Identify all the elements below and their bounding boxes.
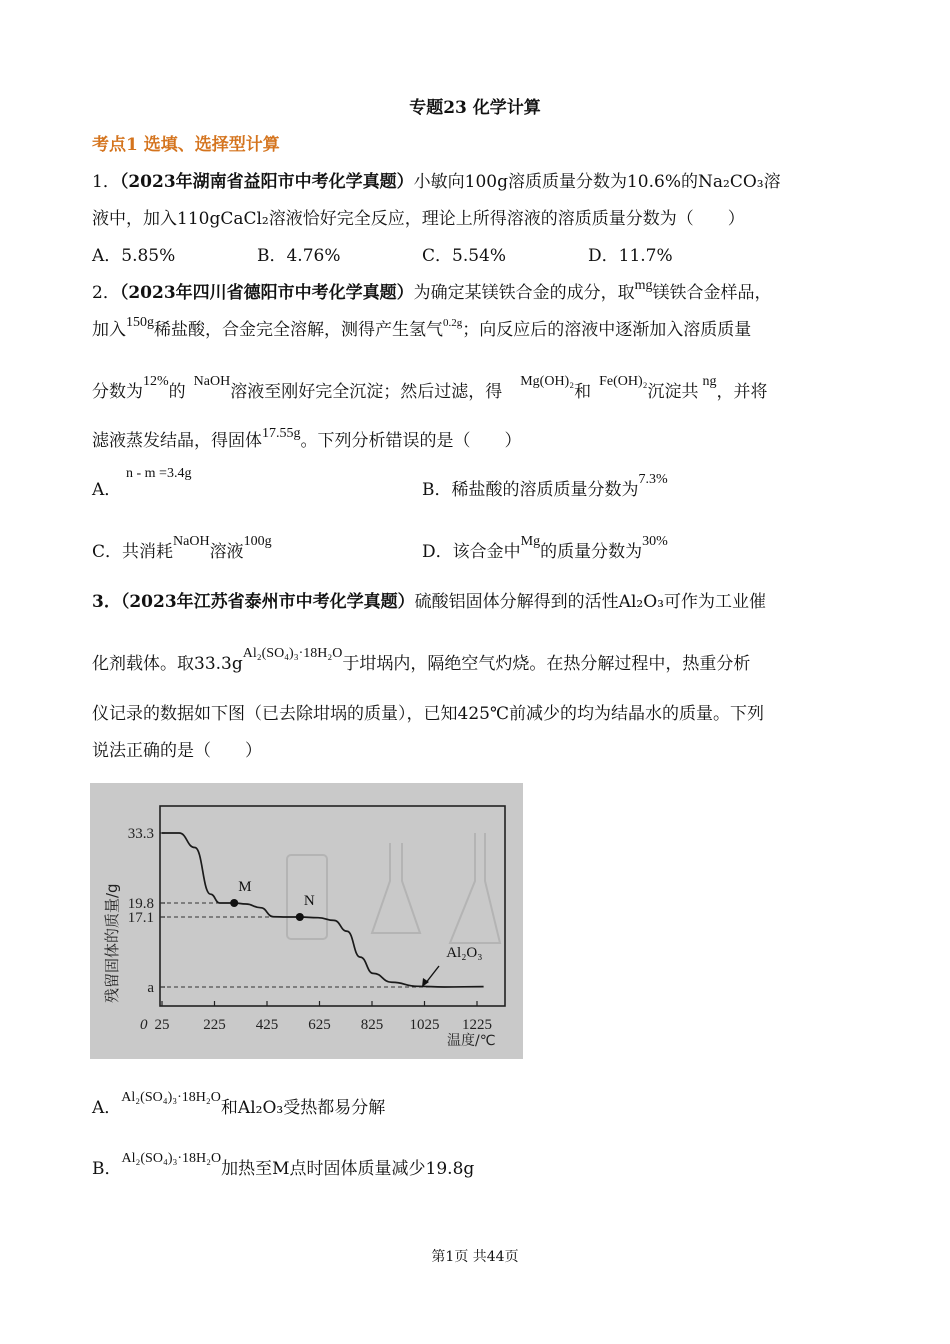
q1-line1	[92, 170, 781, 194]
origin-label: 0	[140, 1017, 148, 1033]
q3-option-a-formula: Al₂(SO₄)₃·18H₂O	[121, 1090, 221, 1105]
x-tick-label: 625	[308, 1017, 331, 1033]
annotation-n: N	[303, 893, 315, 909]
x-tick-label: 25	[154, 1017, 170, 1033]
page-title: 专题23 化学计算	[409, 98, 541, 118]
q2-text: 镁铁合金样品，	[652, 283, 772, 303]
q2-option-b-formula: 7.3%	[638, 472, 668, 487]
q2-option-d-text: 的质量分数为	[540, 542, 643, 562]
q3-line2	[92, 646, 751, 676]
x-tick-label: 425	[255, 1017, 279, 1033]
q2-option-c-naoh: NaOH	[173, 534, 210, 549]
q2-formula-150g: 150g	[126, 315, 154, 330]
q3-option-a-text: 和Al₂O₃受热都易分解	[220, 1098, 386, 1118]
q3-option-b-formula: Al₂(SO₄)₃·18H₂O	[121, 1151, 222, 1166]
q2-option-d-30pct: 30%	[642, 534, 668, 549]
y-tick-label: 17.1	[127, 910, 154, 926]
x-tick-label: 1025	[409, 1017, 440, 1033]
q2-line3	[92, 374, 768, 404]
q1-line2: 液中，加入110gCaCl₂溶液恰好完全反应，理论上所得溶液的溶质质量分数为（ ）	[92, 209, 745, 229]
q1-option-c: C．5.54%	[422, 246, 507, 266]
q3-option-b	[92, 1151, 475, 1181]
q2-option-b	[422, 472, 668, 502]
tga-chart-photo	[90, 783, 523, 1059]
q2-formula-m: mg	[634, 278, 653, 293]
q2-text: 。下列分析错误的是（ ）	[300, 431, 522, 451]
point-n	[296, 913, 304, 921]
q3-option-a	[92, 1090, 386, 1120]
q1-option-b: B．4.76%	[257, 246, 341, 266]
x-tick-label: 825	[360, 1017, 384, 1033]
q2-text: 为确定某镁铁合金的成分，取	[413, 283, 635, 303]
x-axis-label: 温度/℃	[447, 1033, 496, 1049]
q2-text: 分数为	[92, 382, 143, 402]
q2-formula-12pct: 12%	[143, 374, 169, 389]
page-footer: 第1页 共44页	[431, 1249, 519, 1265]
q3-source: （2023年江苏省泰州市中考化学真题）	[120, 592, 415, 612]
q2-formula-mgoh2: Mg(OH)₂	[520, 374, 575, 389]
q3-text: 硫酸铝固体分解得到的活性Al₂O₃可作为工业催	[414, 592, 766, 612]
y-tick-label: 33.3	[127, 826, 154, 842]
background-ghost-apparatus	[287, 833, 500, 943]
axis-ticks	[160, 833, 477, 1006]
q2-text: ；向反应后的溶液中逐渐加入溶质质量	[462, 320, 752, 340]
q1-number: 1．	[92, 172, 120, 192]
annotations	[238, 879, 482, 961]
q2-line4	[92, 426, 522, 453]
q2-option-d-mg: Mg	[520, 534, 541, 549]
q3-line4: 说法正确的是（ ）	[92, 741, 262, 761]
q3-line1	[92, 590, 766, 614]
q2-option-d-text: D．该合金中	[422, 542, 521, 562]
q2-source: （2023年四川省德阳市中考化学真题）	[119, 283, 414, 303]
q2-formula-02g: 0.2g	[443, 317, 463, 329]
x-tick-label: 225	[203, 1017, 226, 1033]
q2-formula-1755g: 17.55g	[262, 426, 301, 441]
q1-option-d: D．11.7%	[588, 246, 673, 266]
q1-option-a: A．5.85%	[92, 246, 176, 266]
annotation-al2o3: Al₂O₃	[446, 945, 483, 961]
q1-source: （2023年湖南省益阳市中考化学真题）	[119, 172, 414, 192]
y-axis-label: 残留固体的质量/g	[103, 883, 121, 1003]
q2-option-a-formula: n - m =3.4g	[126, 466, 192, 481]
q2-formula-naoh: NaOH	[193, 374, 231, 389]
q2-formula-ng: ng	[702, 374, 717, 389]
q2-text: 加入	[92, 320, 126, 340]
q2-option-c-text: C．共消耗	[92, 542, 174, 562]
q2-formula-feoh2: Fe(OH)₂	[599, 374, 648, 389]
q2-number: 2．	[92, 283, 120, 303]
q2-text: 沉淀共	[647, 382, 699, 402]
q2-option-a: A．	[92, 480, 122, 500]
q2-text: 的	[168, 382, 186, 402]
tga-chart	[90, 783, 523, 1059]
plot-frame	[160, 806, 505, 1006]
q2-option-b-text: B．稀盐酸的溶质质量分数为	[422, 480, 639, 500]
q2-option-c-100g: 100g	[243, 534, 272, 549]
annotation-m: M	[238, 879, 252, 895]
mass-curve	[162, 833, 484, 987]
q3-number: 3．	[92, 592, 121, 612]
x-tick-labels	[155, 1017, 493, 1033]
q2-text: 滤液蒸发结晶，得固体	[92, 431, 262, 451]
q3-formula: Al₂(SO₄)₃·18H₂O	[242, 646, 343, 661]
y-tick-label: a	[147, 980, 154, 996]
q2-text: 溶液至刚好完全沉淀；然后过滤，得	[230, 382, 503, 402]
q3-option-b-text: 加热至M点时固体质量减少19.8g	[221, 1159, 475, 1179]
q2-line2	[92, 315, 752, 342]
y-tick-labels	[128, 826, 155, 996]
q3-option-b-label: B．	[92, 1159, 122, 1179]
section-heading: 考点1 选填、选择型计算	[92, 135, 280, 155]
q2-text: 和	[574, 382, 592, 402]
q2-option-c	[92, 534, 272, 564]
q1-text1: 小敏向100g溶质质量分数为10.6%的Na₂CO₃溶	[413, 172, 781, 192]
q3-option-a-label: A．	[92, 1098, 122, 1118]
q2-option-d	[422, 534, 668, 564]
q3-text: 于坩埚内，隔绝空气灼烧。在热分解过程中，热重分析	[342, 654, 751, 674]
q3-line3: 仪记录的数据如下图（已去除坩埚的质量），已知425℃前减少的均为结晶水的质量。下列	[92, 704, 764, 724]
y-tick-label: 19.8	[127, 896, 154, 912]
q2-text: 稀盐酸，合金完全溶解，测得产生氢气	[154, 320, 443, 340]
guide-lines	[160, 903, 484, 987]
point-m	[230, 899, 238, 907]
q2-option-c-text: 溶液	[209, 542, 244, 562]
q2-text: ，并将	[716, 382, 768, 402]
q2-line1	[92, 278, 772, 305]
x-tick-label: 1225	[462, 1017, 492, 1033]
q3-text: 化剂载体。取33.3g	[92, 654, 243, 674]
